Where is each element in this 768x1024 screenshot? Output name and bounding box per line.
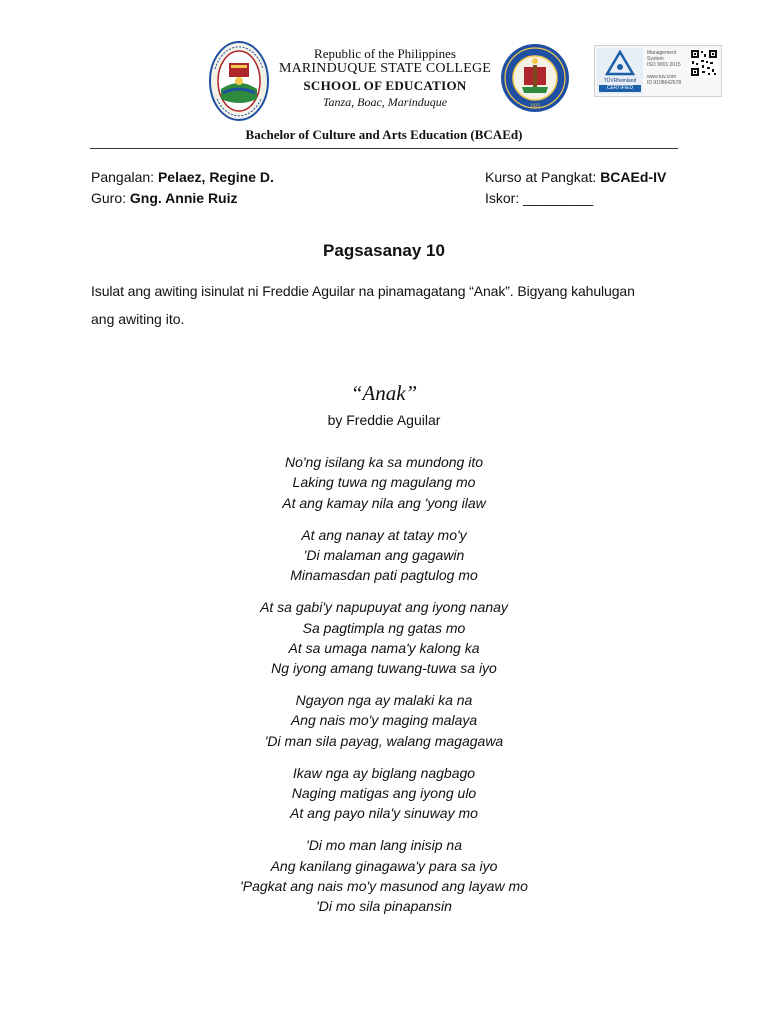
iso-certification-badge — [594, 45, 722, 97]
school-address: Tanza, Boac, Marinduque — [322, 95, 448, 109]
lyric-line: 'Di mo man lang inisip na — [306, 837, 462, 854]
stanza — [0, 835, 768, 917]
course-field — [485, 169, 666, 185]
svg-text:1925: 1925 — [529, 103, 541, 108]
course-label: Kurso at Pangkat: — [485, 169, 597, 185]
header-divider — [90, 148, 678, 149]
lyric-line: Laking tuwa ng magulang mo — [292, 474, 476, 491]
lyric-line: Sa pagtimpla ng gatas mo — [302, 619, 466, 636]
program-name: Bachelor of Culture and Arts Education (BCAEd) — [245, 127, 523, 142]
lyric-line: 'Pagkat ang nais mo'y masunod ang layaw mo — [240, 877, 528, 894]
stanza — [0, 763, 768, 824]
student-name-label: Pangalan: — [91, 169, 155, 185]
score-field — [485, 190, 593, 206]
tuv-triangle-icon — [597, 48, 643, 78]
song-title: “Anak” — [350, 381, 418, 405]
lyric-line: Naging matigas ang iyong ulo — [291, 785, 477, 802]
lyric-line: Ang kanilang ginagawa'y para sa iyo — [270, 857, 498, 874]
lyric-line: Ikaw nga ay biglang nagbago — [292, 764, 476, 781]
exercise-instruction-line2: ang awiting ito. — [91, 311, 185, 327]
student-name-value: Pelaez, Regine D. — [157, 169, 274, 185]
lyric-line: At ang kamay nila ang 'yong ilaw — [282, 494, 486, 511]
stanza — [0, 452, 768, 513]
republic-label: Republic of the Philippines — [314, 46, 456, 61]
lyric-line: Minamasdan pati pagtulog mo — [290, 567, 478, 584]
score-blank: _________ — [523, 190, 594, 206]
lyric-line: Ng iyong amang tuwang-tuwa sa iyo — [271, 660, 497, 677]
lyric-line: 'Di malaman ang gagawin — [303, 546, 465, 563]
marinduque-state-college-logo-icon — [209, 41, 269, 121]
cert-certified-label: CERTIFIED — [599, 85, 641, 92]
stanza — [0, 525, 768, 586]
exercise-title: Pagsasanay 10 — [323, 241, 445, 260]
lyric-line: 'Di man sila payag, walang magagawa — [264, 732, 504, 749]
school-name: SCHOOL OF EDUCATION — [303, 78, 467, 93]
cert-badge-label: TÜVRheinland — [603, 78, 637, 84]
lyric-line: Ngayon nga ay malaki ka na — [295, 692, 473, 709]
college-name: MARINDUQUE STATE COLLEGE — [278, 61, 492, 76]
song-author: by Freddie Aguilar — [327, 412, 441, 428]
teacher-value: Gng. Annie Ruiz — [129, 190, 238, 206]
stanza — [0, 597, 768, 679]
exercise-instruction-line1: Isulat ang awiting isinulat ni Freddie Aguilar na pinamagatang “Anak”. Bigyang kahulugan — [91, 283, 635, 299]
song-lyrics — [0, 452, 768, 928]
teacher-field — [91, 190, 238, 206]
teacher-label: Guro: — [91, 190, 127, 206]
qr-code-icon — [690, 49, 718, 77]
course-value: BCAEd-IV — [600, 169, 667, 185]
lyric-line: At sa gabi'y napupuyat ang iyong nanay — [260, 599, 508, 616]
student-name-field — [91, 169, 274, 185]
lyric-line: No'ng isilang ka sa mundong ito — [284, 454, 484, 470]
lyric-line: Ang nais mo'y maging malaya — [290, 712, 478, 729]
lyric-line: At sa umaga nama'y kalong ka — [288, 639, 480, 656]
lyric-line: At ang nanay at tatay mo'y — [301, 526, 467, 543]
cert-description: Management System ISO 9001:2015 www.tuv.com ID 9108642678 — [647, 50, 682, 86]
lyric-line: 'Di mo sila pinapansin — [316, 898, 452, 915]
tuv-rheinland-logo-icon — [597, 48, 643, 94]
lyric-line: At ang payo nila'y sinuway mo — [290, 805, 478, 822]
document-header — [0, 0, 768, 150]
score-label: Iskor: — [485, 190, 520, 206]
stanza — [0, 690, 768, 751]
school-of-education-logo-icon — [500, 41, 570, 115]
